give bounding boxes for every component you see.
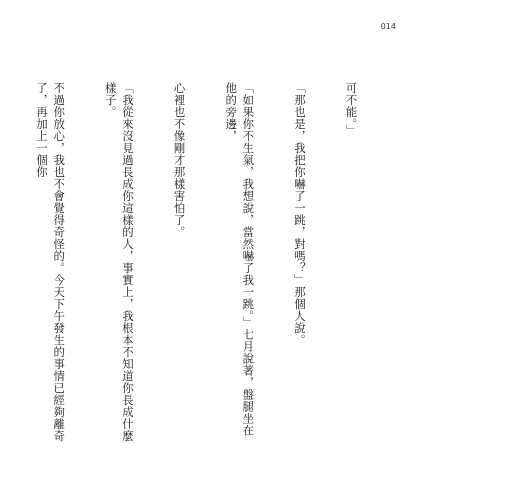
text-line: 心裡也不像剛才那樣害怕了。 <box>172 82 187 238</box>
text-line: 「那也是，我把你嚇了一跳，對嗎？」那個人說。 <box>292 82 307 346</box>
text-line: 不過你放心，我也不會覺得奇怪的。今天下午發生的事情已經夠離奇了，再加上一個你 <box>34 82 67 442</box>
vertical-text-body <box>34 82 394 442</box>
text-line: 可不能。」 <box>344 82 359 137</box>
page-number: 014 <box>380 22 396 31</box>
text-line: 「如果你不生氣，我想說，當然嚇了我一跳。」七月說著，盤腿坐在他的旁邊， <box>224 82 256 437</box>
text-line: 「我從來沒見過長成你這樣的人，事實上，我根本不知道你長成什麼樣子。 <box>103 82 135 442</box>
